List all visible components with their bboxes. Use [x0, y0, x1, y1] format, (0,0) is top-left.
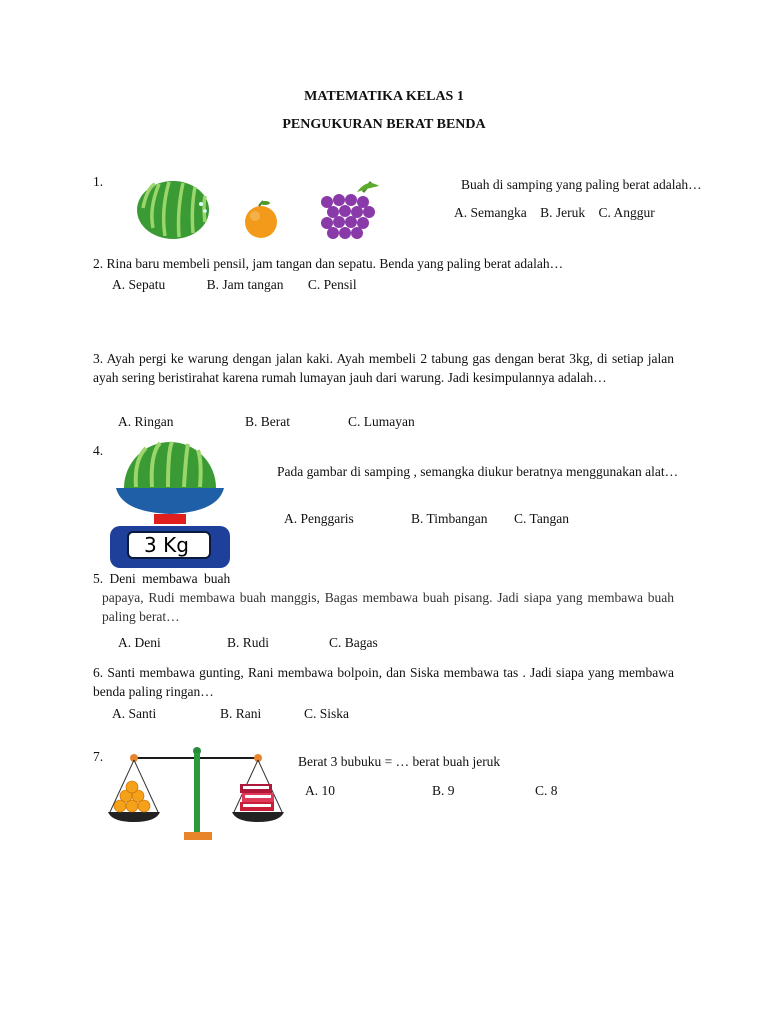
scale-neck — [154, 514, 186, 524]
q2-options — [112, 277, 357, 293]
q6-question: 6. Santi membawa gunting, Rani membawa bolpoin, dan Siska membawa tas . Jadi siapa yang membawa benda paling ringan… — [93, 665, 674, 699]
q1-option-b[interactable]: B. Jeruk — [540, 205, 586, 220]
q1-option-a[interactable]: A. Semangka — [454, 205, 527, 220]
q3-options — [118, 414, 415, 430]
q4-option-a[interactable]: A. Penggaris — [284, 511, 354, 526]
page-subtitle: PENGUKURAN BERAT BENDA — [282, 117, 486, 132]
q6-option-c[interactable]: C. Siska — [304, 706, 350, 721]
q7-options — [305, 783, 558, 799]
q7-question: Berat 3 bubuku = … berat buah jeruk — [298, 754, 501, 769]
q6-option-b[interactable]: B. Rani — [220, 706, 262, 721]
q4-number: 4. — [93, 443, 104, 458]
q5-option-a[interactable]: A. Deni — [118, 635, 161, 650]
q5-question: papaya, Rudi membawa buah manggis, Bagas membawa buah pisang. Jadi siapa yang membawa buah paling berat… — [102, 590, 674, 624]
q5-question-start: 5. Deni membawa buah — [93, 571, 231, 586]
q1-options — [454, 205, 655, 221]
q1-option-c[interactable]: C. Anggur — [598, 205, 655, 220]
q2-question: 2. Rina baru membeli pensil, jam tangan dan sepatu. Benda yang paling berat adalah… — [93, 256, 564, 271]
q2-option-b[interactable]: B. Jam tangan — [206, 277, 284, 292]
oranges-icon — [114, 781, 150, 812]
q4-option-c[interactable]: C. Tangan — [514, 511, 570, 526]
grapes-icon — [321, 182, 379, 239]
q4-option-b[interactable]: B. Timbangan — [411, 511, 488, 526]
q3-question: 3. Ayah pergi ke warung dengan jalan kaki. Ayah membeli 2 tabung gas dengan berat 3kg, di setiap jalan ayah sering beristirahat karena rumah lumayan jauh dari warung. Jadi kesimpulannya adalah… — [93, 351, 674, 385]
q7-balance-illustration — [106, 744, 284, 844]
q5-option-c[interactable]: C. Bagas — [329, 635, 378, 650]
q6-options — [112, 706, 349, 722]
scale-weight-label: 3 Kg — [144, 533, 189, 557]
q4-options — [284, 511, 569, 527]
q5-option-b[interactable]: B. Rudi — [227, 635, 270, 650]
q4-question: Pada gambar di samping , semangka diukur beratnya menggunakan alat… — [277, 464, 679, 479]
watermelon-icon — [137, 181, 209, 239]
q6-option-a[interactable]: A. Santi — [112, 706, 157, 721]
q3-option-b[interactable]: B. Berat — [245, 414, 290, 429]
q3-option-c[interactable]: C. Lumayan — [348, 414, 415, 429]
q3-option-a[interactable]: A. Ringan — [118, 414, 174, 429]
q5-options — [118, 635, 378, 651]
books-icon — [240, 784, 274, 811]
q1-question: Buah di samping yang paling berat adalah… — [461, 177, 702, 192]
orange-icon — [245, 201, 277, 238]
q7-option-a[interactable]: A. 10 — [305, 783, 335, 798]
page-title: MATEMATIKA KELAS 1 — [304, 89, 464, 104]
q7-option-b[interactable]: B. 9 — [432, 783, 455, 798]
q2-option-c[interactable]: C. Pensil — [307, 277, 357, 292]
q7-option-c[interactable]: C. 8 — [535, 783, 558, 798]
q2-option-a[interactable]: A. Sepatu — [112, 277, 166, 292]
q1-number: 1. — [93, 174, 104, 189]
q7-number: 7. — [93, 749, 104, 764]
scale-pan — [116, 488, 224, 514]
watermelon-icon — [124, 442, 216, 488]
q1-fruit-illustration — [135, 178, 435, 242]
